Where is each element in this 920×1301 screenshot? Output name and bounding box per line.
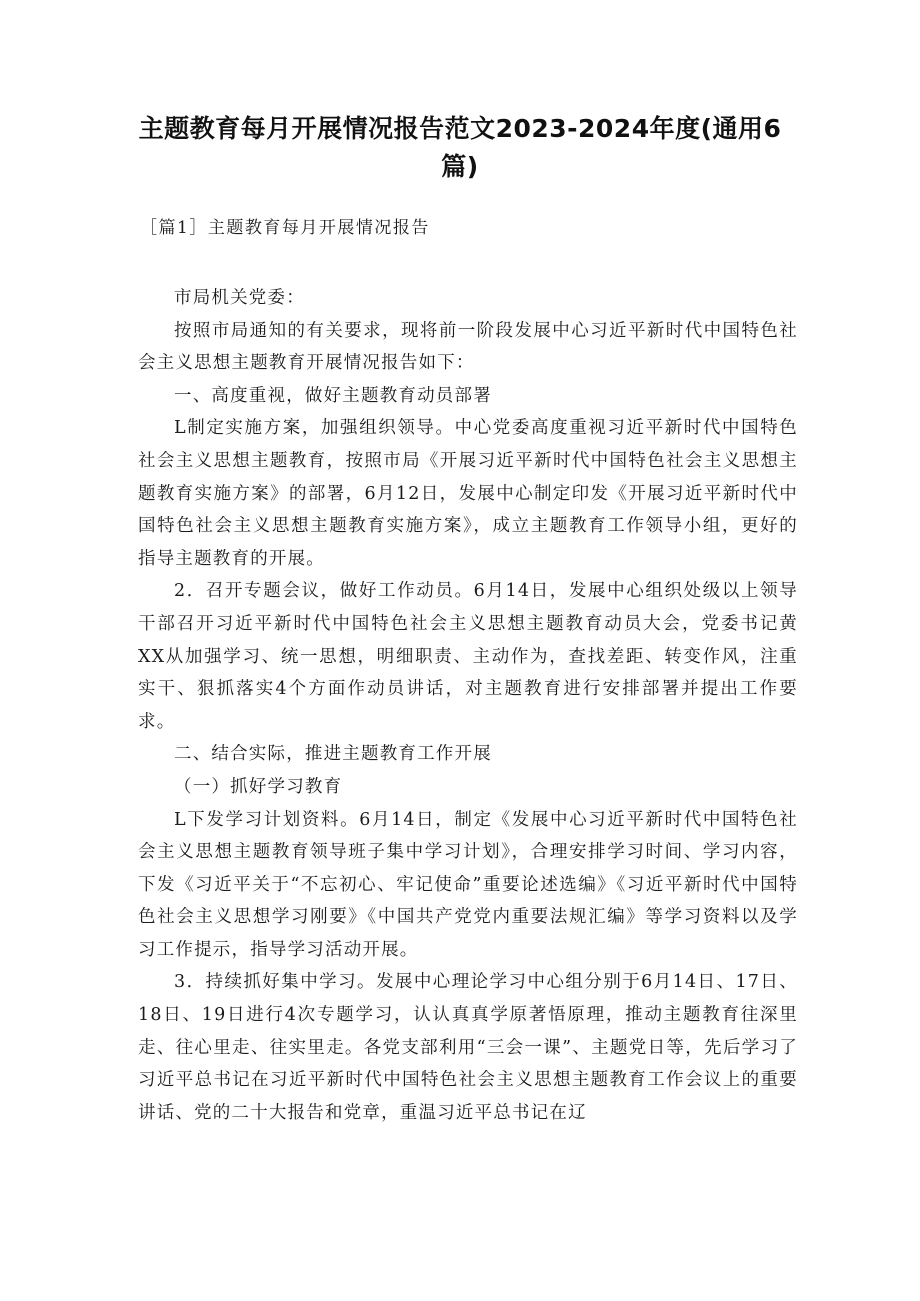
- salutation: 市局机关党委：: [174, 288, 305, 308]
- heading-part-one: 一、高度重视，做好主题教育动员部署: [174, 385, 492, 406]
- paragraph-study-materials: L下发学习计划资料。6月14日，制定《发展中心习近平新时代中国特色社会主义思想主题教育领导班子集中学习计划》，合理安排学习时间、学习内容，下发《习近平关于“不忘初心、牢记使命”重要论述选编》《习近平新时代中国特色社会主义思想学习刚要》《中国共产党党内重要法规汇编》等学习资料以及学习工作提示，指导学习活动开展。: [138, 809, 798, 960]
- section-heading: ［篇1］主题教育每月开展情况报告: [140, 218, 430, 238]
- paragraph-item-2: 2．召开专题会议，做好工作动员。6月14日，发展中心组织处级以上领导干部召开习近平新时代中国特色社会主义思想主题教育动员大会，党委书记黄XX从加强学习、统一思想，明细职责、主动作为，查找差距、转变作风，注重实干、狠抓落实4个方面作动员讲话，对主题教育进行安排部署并提出工作要求。: [138, 581, 798, 732]
- paragraph-item-1: L制定实施方案，加强组织领导。中心党委高度重视习近平新时代中国特色社会主义思想主题教育，按照市局《开展习近平新时代中国特色社会主义思想主题教育实施方案》的部署，6月12日，发展中心制定印发《开展习近平新时代中国特色社会主义思想主题教育实施方案》，成立主题教育工作领导小组，更好的指导主题教育的开展。: [138, 418, 798, 569]
- document-title: 主题教育每月开展情况报告范文2023-2024年度(通用6篇): [138, 114, 782, 181]
- paragraph-collective-study: 3．持续抓好集中学习。发展中心理论学习中心组分别于6月14日、17日、18日、19日进行4次专题学习，认认真真学原著悟原理，推动主题教育往深里走、往心里走、往实里走。各党支部利用“三会一课”、主题党日等，先后学习了习近平总书记在习近平新时代中国特色社会主义思想主题教育工作会议上的重要讲话、党的二十大报告和党章，重温习近平总书记在辽: [138, 972, 798, 1123]
- subheading-study-education: （一）抓好学习教育: [174, 776, 343, 797]
- document-body: [138, 282, 798, 1129]
- heading-part-two: 二、结合实际，推进主题教育工作开展: [174, 744, 492, 765]
- intro-paragraph: 按照市局通知的有关要求，现将前一阶段发展中心习近平新时代中国特色社会主义思想主题教育开展情况报告如下：: [138, 320, 798, 374]
